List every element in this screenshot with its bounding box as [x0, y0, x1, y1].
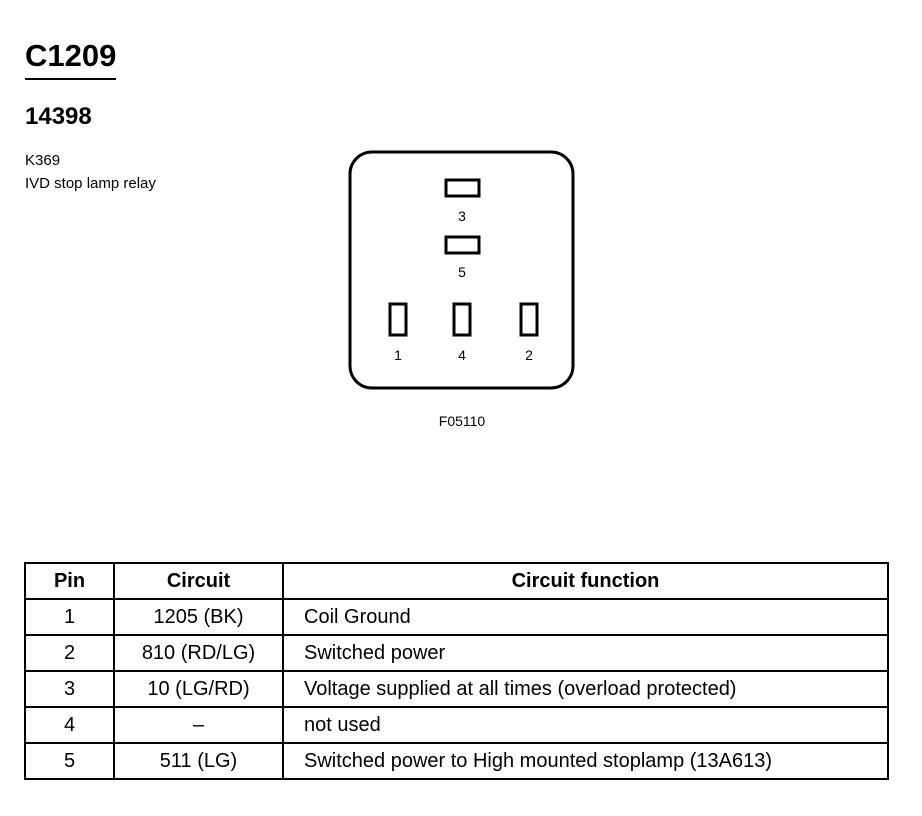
pin-table [24, 562, 889, 780]
cell-circuit-function: not used [283, 707, 888, 743]
cell-pin: 2 [25, 635, 114, 671]
pin-4-terminal [454, 304, 470, 335]
table-row [25, 671, 888, 707]
component-name: IVD stop lamp relay [25, 175, 156, 192]
table-row [25, 707, 888, 743]
cell-pin: 5 [25, 743, 114, 779]
cell-circuit: 1205 (BK) [114, 599, 283, 635]
table-row [25, 599, 888, 635]
table-row [25, 635, 888, 671]
pin-1-terminal [390, 304, 406, 335]
pin-4-label: 4 [458, 347, 466, 363]
pin-5-terminal [446, 237, 479, 253]
header-pin: Pin [25, 563, 114, 599]
cell-circuit: 810 (RD/LG) [114, 635, 283, 671]
cell-pin: 4 [25, 707, 114, 743]
pin-3-terminal [446, 180, 479, 196]
cell-circuit-function: Switched power to High mounted stoplamp (13A613) [283, 743, 888, 779]
cell-pin: 3 [25, 671, 114, 707]
part-number: 14398 [25, 103, 92, 130]
figure-reference: F05110 [438, 413, 486, 429]
pin-2-terminal [521, 304, 537, 335]
pin-2-label: 2 [525, 347, 533, 363]
cell-pin: 1 [25, 599, 114, 635]
connector-id: C1209 [25, 36, 116, 80]
cell-circuit-function: Switched power [283, 635, 888, 671]
pin-3-label: 3 [458, 208, 466, 224]
cell-circuit: 511 (LG) [114, 743, 283, 779]
header-circuit-function: Circuit function [283, 563, 888, 599]
cell-circuit-function: Voltage supplied at all times (overload protected) [283, 671, 888, 707]
table-header-row [25, 563, 888, 599]
header-circuit: Circuit [114, 563, 283, 599]
cell-circuit: – [114, 707, 283, 743]
table-row [25, 743, 888, 779]
pin-1-label: 1 [394, 347, 402, 363]
cell-circuit-function: Coil Ground [283, 599, 888, 635]
pin-5-label: 5 [458, 264, 466, 280]
cell-circuit: 10 (LG/RD) [114, 671, 283, 707]
component-code: K369 [25, 152, 61, 169]
